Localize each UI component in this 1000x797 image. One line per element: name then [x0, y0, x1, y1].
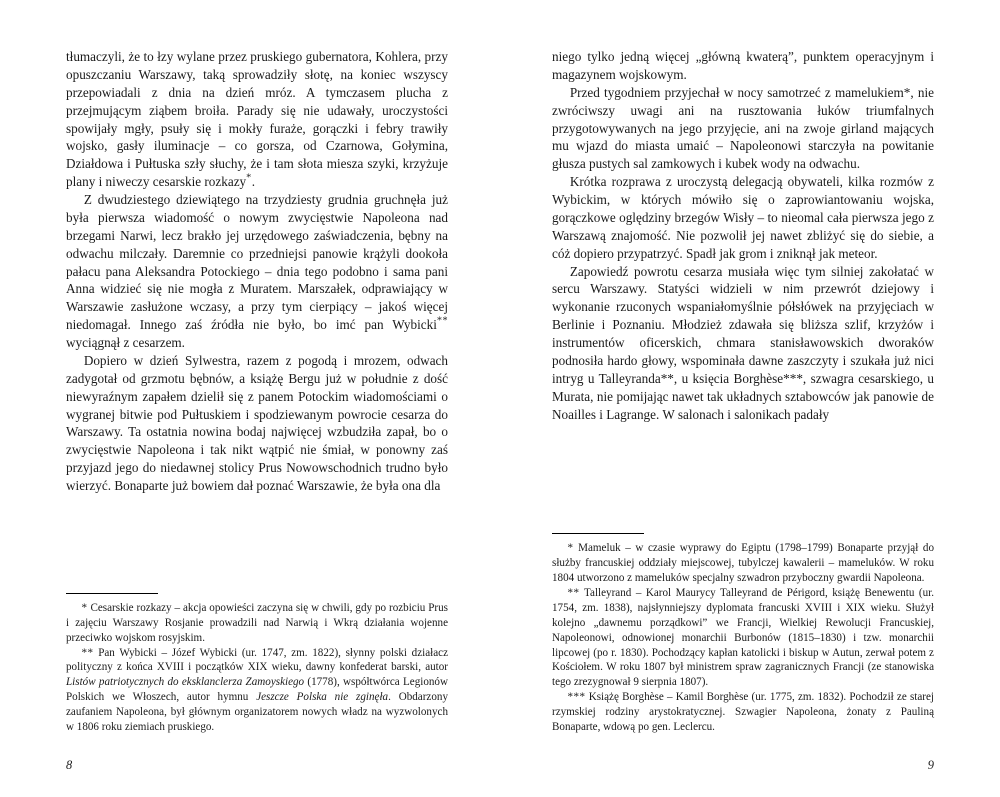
- paragraph: [66, 48, 448, 191]
- left-page-body: [66, 48, 448, 495]
- footnote-text: Talleyrand – Karol Maurycy Talleyrand de Périgord, książę Benewentu (ur. 1754, zm. 1838), najsłynniejszy dyplomata francuski XVIII i XIX wieku. Służył kolejno „dawnemu porządkowi” we Francji, Wielkiej Rewolucji Francuskiej, Napoleonowi, odnowionej monarchii Burbonów (1815–1830) i tzw. monarchii lipcowej (po r. 1830). Pochodzący kapłan katolicki i biskup w Autun, zerwał potem z Kościołem. W roku 1807 był ministrem spraw zagranicznych Francji (ze stanowiska tego zrezygnował 9 sierpnia 1807).: [552, 586, 934, 689]
- right-page: [500, 0, 1000, 797]
- right-page-body: [552, 48, 934, 423]
- footnote-text: Książę Borghèse – Kamil Borghèse (ur. 1775, zm. 1832). Pochodził ze starej rzymskiej rodziny arystokratycznej. Szwagier Napoleona, żonaty z Pauliną Bonaparte, wdową po gen. Leclercu.: [552, 691, 934, 734]
- footnote-separator-rule: [552, 533, 644, 534]
- paragraph-text: Przed tygodniem przyjechał w nocy samotrzeć z mamelukiem*, nie zwróciwszy uwagi ani na rusztowania łuków triumfalnych przygotowywanych na jego przyjęcie, ani na zwoje girland mających mu wjazd do miasta umaić – Napoleonowi starczyła na powitanie głusza pustych sal zamkowych i kubek wody na odwachu.: [552, 84, 934, 172]
- paragraph: [552, 173, 934, 262]
- footnote-mark: *: [567, 542, 574, 555]
- footnote-reference[interactable]: *: [246, 172, 252, 184]
- right-page-footnotes: [552, 533, 934, 735]
- footnote-title-italic: Listów patriotycznych do eksklanclerza Zamoyskiego: [66, 676, 305, 689]
- footnote-item: [552, 586, 934, 690]
- paragraph-tail: .: [251, 174, 256, 190]
- paragraph-text: niego tylko jedną więcej „główną kwaterą”, punktem operacyjnym i magazynem wojskowym.: [552, 49, 934, 82]
- footnote-text: Pan Wybicki – Józef Wybicki (ur. 1747, zm. 1822), słynny polski działacz polityczny z końca XVIII i początków XIX wieku, dawny konfederat barski, autor: [66, 646, 448, 674]
- paragraph-tail: wyciągnął z cesarzem.: [66, 335, 185, 350]
- paragraph: [66, 191, 448, 352]
- paragraph: [552, 48, 934, 84]
- footnote-item: [552, 541, 934, 586]
- page-number-right: 9: [927, 758, 934, 772]
- footnote-text: Cesarskie rozkazy – akcja opowieści zaczyna się w chwili, gdy po rozbiciu Prus i zajęciu Warszawy Rosjanie prowadzili nad Narwią i Wkrą działania wojenne przeciwko wojskom rosyjskim.: [66, 601, 448, 644]
- paragraph: [552, 263, 934, 424]
- paragraph: [552, 84, 934, 173]
- footnote-item: [66, 601, 448, 646]
- paragraph-text: Zapowiedź powrotu cesarza musiała więc tym silniej zakołatać w sercu Warszawy. Statyści widzieli w nim przewrót dziejowy i wykonanie rzuconych wspaniałomyślnie półsłówek na przyjęciach w Berlinie i Poznaniu. Młodzież zdawała się bliższa szlif, krzyżów i instrumentów oficerskich, chmara stanisławowskich dworaków podnosiła hardo głowy, wspominała dawne zaszczyty i szukała już nici intryg u Talleyranda**, u księcia Borghèse***, szwagra cesarskiego, u Murata, nie pomijając nawet tak układnych sztabowców jak panowie de Noailles i Lagrange. W salonach i salonikach padały: [552, 263, 934, 422]
- footnote-mark: ***: [567, 691, 586, 704]
- footnote-mark: **: [81, 646, 94, 659]
- footnote-item: [552, 690, 934, 735]
- paragraph: [66, 352, 448, 495]
- paragraph-text: Krótka rozprawa z uroczystą delegacją obywateli, kilka rozmów z Wybickim, w których mówiło się o zaprowiantowaniu wojska, gorączkowe oględziny brzegów Wisły – to nieomal cała pierwsza jego z Warszawą znajomość. Nie pozwolił jej nawet zbliżyć się do siebie, a cóż dopiero przypatrzyć. Spadł jak grom i zniknął jak meteor.: [552, 174, 934, 261]
- footnote-mark: **: [567, 586, 580, 599]
- footnote-title-italic: Jeszcze Polska nie zginęła: [256, 691, 389, 704]
- footnote-separator-rule: [66, 593, 158, 594]
- paragraph-text: tłumaczyli, że to łzy wylane przez pruskiego gubernatora, Kohlera, przy opuszczaniu Warszawy, taką sprowadziły słotę, na koniec wszyscy przepowiadali z dnia na dzień mróz. A tymczasem plucha z przejmującym ziąbem broiła. Parady się nie udawały, uroczystości spowijały mgły, psuły się i mokły furaże, gorączki i febry trawiły wojsko, gasły iluminacje – co gorsza, od Czarnowa, Gołymina, Działdowa i Pułtuska szły słuchy, że i tam słota miesza szyki, krzyżuje plany i niweczy cesarskie rozkazy: [66, 49, 448, 190]
- page-number-left: 8: [66, 758, 73, 772]
- footnote-text: Mameluk – w czasie wyprawy do Egiptu (1798–1799) Bonaparte przyjął do służby francuskiej oddziały miejscowej, tubylczej kawalerii – mameluków. W roku 1804 utworzono z mameluków specjalny szwadron przyboczny gwardii Napoleona.: [552, 542, 935, 585]
- footnote-mark: *: [81, 601, 88, 614]
- footnote-text: . Obdarzony zaufaniem Napoleona, był głównym organizatorem nowych władz na wyzwolonych w 1806 roku ziemiach pruskiego.: [66, 691, 448, 734]
- left-page-footnotes: [66, 593, 448, 735]
- paragraph-text: Dopiero w dzień Sylwestra, razem z pogodą i mrozem, odwach zadygotał od grzmotu bębnów, a książę Bergu już w południe z dość niewyraźnym zapałem dzielił się z panem Potockim wiadomościami o wygranej bitwie pod Pułtuskiem i spodziewanym powrocie cesarza do Warszawy. Ta ostatnia nowina bodaj najwięcej wzbudziła zapał, bo o zwycięstwie Napoleona i tak nikt wątpić nie śmiał, w ponowny zaś przyjazd jego do niedawnej stolicy Prus Nowowschodnich trudno było wierzyć. Bonaparte już bowiem dał poznać Warszawie, że była ona dla: [66, 352, 448, 493]
- footnote-text: (1778), współtwórca Legionów Polskich we Włoszech, autor hymnu: [66, 676, 448, 704]
- footnote-reference[interactable]: **: [436, 315, 448, 327]
- footnote-item: [66, 646, 448, 735]
- paragraph-text: Z dwudziestego dziewiątego na trzydziesty grudnia gruchnęła już była pierwsza wiadomość o nowym zwycięstwie Napoleona nad brzegami Narwi, lecz brakło jej urzędowego zaświadczenia, bębny na odwachu milczały. Daremnie co przedniejsi panowie krążyli dookoła pałacu pana Aleksandra Potockiego – dnia tego podobno i sama pani Anna widzieć się nie mogła z Muratem. Marszałek, odprawiający w Warszawie zasłużone wczasy, a przy tym cierpiący – jakoś więcej niedomagał. Innego zaś źródła nie było, bo imć pan Wybicki: [66, 192, 448, 333]
